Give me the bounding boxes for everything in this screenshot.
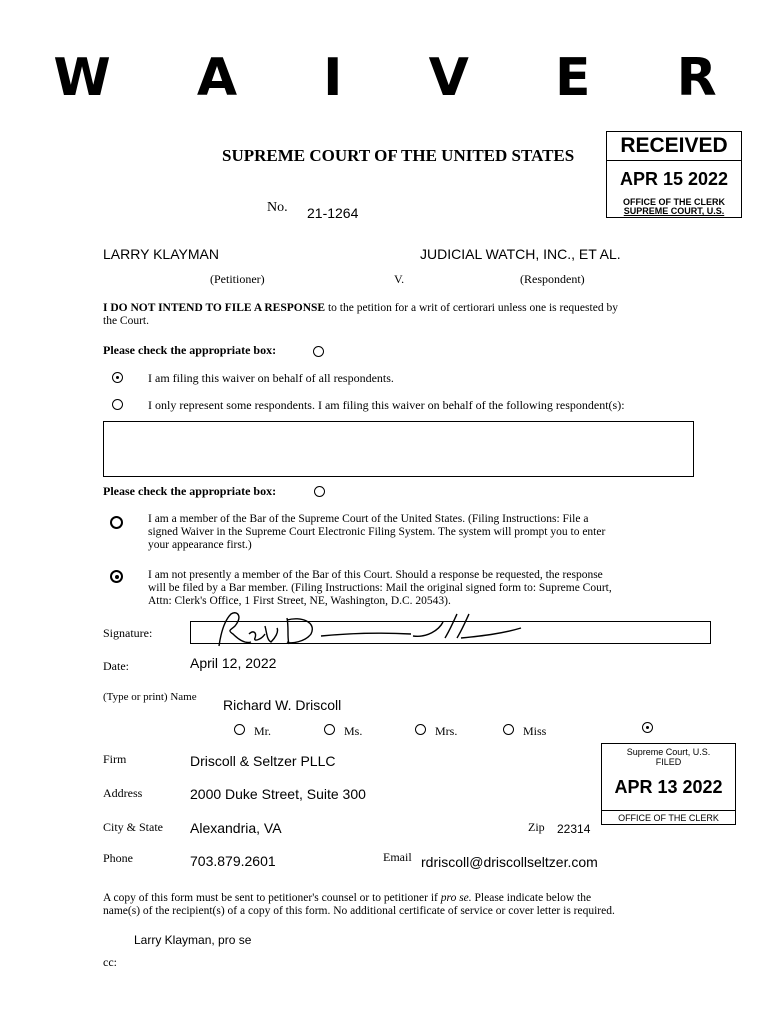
respondent-name: JUDICIAL WATCH, INC., ET AL. [420,246,621,262]
signature-label: Signature: [103,626,153,640]
copy-notice-line1 [103,892,703,905]
respondents-input-box[interactable] [103,421,694,477]
title-miss-radio[interactable] [503,724,514,735]
received-stamp-office [607,198,741,216]
intent-line2: the Court. [103,315,149,327]
zip-value[interactable]: 22314 [557,822,591,836]
copy-notice-pro-se: pro se. [440,892,472,904]
some-respondents-radio[interactable] [112,399,123,410]
copy-notice-line1a: A copy of this form must be sent to petitioner's counsel or to petitioner if [103,892,441,904]
title-ms-label: Ms. [344,724,363,738]
copy-notice-line1b: Please indicate below the [471,892,592,904]
name-value[interactable]: Richard W. Driscoll [223,697,342,713]
bar-member-text [148,513,708,552]
received-stamp-heading: RECEIVED [607,134,741,161]
section1-header-radio [313,346,324,357]
intent-rest: to the petition for a writ of certiorari unless one is requested by [325,302,618,314]
date-value[interactable]: April 12, 2022 [190,655,277,671]
bar-member-radio[interactable] [110,516,123,529]
not-bar-member-line1: I am not presently a member of the Bar of this Court. Should a response be requested, the response [148,569,603,581]
title-selected-radio[interactable] [642,722,653,733]
phone-value[interactable]: 703.879.2601 [190,853,276,869]
received-stamp-office-line1: OFFICE OF THE CLERK [623,197,725,207]
filed-stamp-date: APR 13 2022 [614,777,723,797]
section1-label: Please check the appropriate box: [103,343,277,357]
case-no-label: No. [267,200,288,215]
city-state-value[interactable]: Alexandria, VA [190,820,282,836]
filed-stamp-line1: Supreme Court, U.S. [626,747,711,757]
firm-label: Firm [103,752,127,766]
copy-notice [103,892,703,918]
recipient-name[interactable]: Larry Klayman, pro se [134,933,252,947]
title-mrs-radio[interactable] [415,724,426,735]
received-stamp-office-line2: SUPREME COURT, U.S. [623,206,725,216]
petitioner-label: (Petitioner) [210,272,265,286]
received-stamp [606,131,742,218]
email-label: Email [383,850,412,864]
intent-bold: I DO NOT INTEND TO FILE A RESPONSE [103,302,326,314]
phone-label: Phone [103,851,133,865]
not-bar-member-line2: will be filed by a Bar member. (Filing Instructions: Mail the original signed form to: Supreme Court, [148,582,612,594]
email-value[interactable]: rdriscoll@driscollseltzer.com [421,854,598,870]
filed-stamp [601,743,736,825]
zip-label: Zip [528,820,545,834]
bar-member-line2: signed Waiver in the Supreme Court Electronic Filing System. The system will prompt you to enter [148,526,606,538]
received-stamp-date: APR 15 2022 [619,169,729,189]
firm-value[interactable]: Driscoll & Seltzer PLLC [190,753,336,769]
signature-field[interactable] [190,621,711,644]
title-miss-label: Miss [523,724,547,738]
not-bar-member-text [148,569,708,608]
case-number: 21-1264 [307,205,359,221]
all-respondents-label: I am filing this waiver on behalf of all respondents. [148,371,394,385]
page-title: W A I V E R [53,48,751,108]
intent-statement [103,302,703,328]
not-bar-member-line3: Attn: Clerk's Office, 1 First Street, NE, Washington, D.C. 20543). [148,595,451,607]
court-name: SUPREME COURT OF THE UNITED STATES [222,146,575,165]
city-state-label: City & State [103,820,163,834]
not-bar-member-radio[interactable] [110,570,123,583]
section2-header-radio [314,486,325,497]
date-label: Date: [103,659,129,673]
cc-label: cc: [103,955,117,969]
filed-stamp-header [602,747,735,767]
petitioner-name: LARRY KLAYMAN [103,246,219,262]
name-label: (Type or print) Name [103,691,197,703]
title-mr-radio[interactable] [234,724,245,735]
address-value[interactable]: 2000 Duke Street, Suite 300 [190,786,366,802]
bar-member-line3: your appearance first.) [148,539,252,551]
signature-handwriting [191,608,710,648]
copy-notice-line2: name(s) of the recipient(s) of a copy of this form. No additional certificate of service or cover letter is required. [103,905,615,917]
bar-member-line1: I am a member of the Bar of the Supreme Court of the United States. (Filing Instructions: File a [148,513,589,525]
title-mrs-label: Mrs. [435,724,458,738]
respondent-label: (Respondent) [520,272,585,286]
versus-label: V. [394,272,405,286]
section2-label: Please check the appropriate box: [103,484,277,498]
title-ms-radio[interactable] [324,724,335,735]
title-mr-label: Mr. [254,724,272,738]
filed-stamp-office: OFFICE OF THE CLERK [602,810,735,823]
address-label: Address [103,786,143,800]
all-respondents-radio[interactable] [112,372,123,383]
some-respondents-label: I only represent some respondents. I am filing this waiver on behalf of the following respondent(s): [148,398,625,412]
filed-stamp-line2: FILED [655,757,682,767]
